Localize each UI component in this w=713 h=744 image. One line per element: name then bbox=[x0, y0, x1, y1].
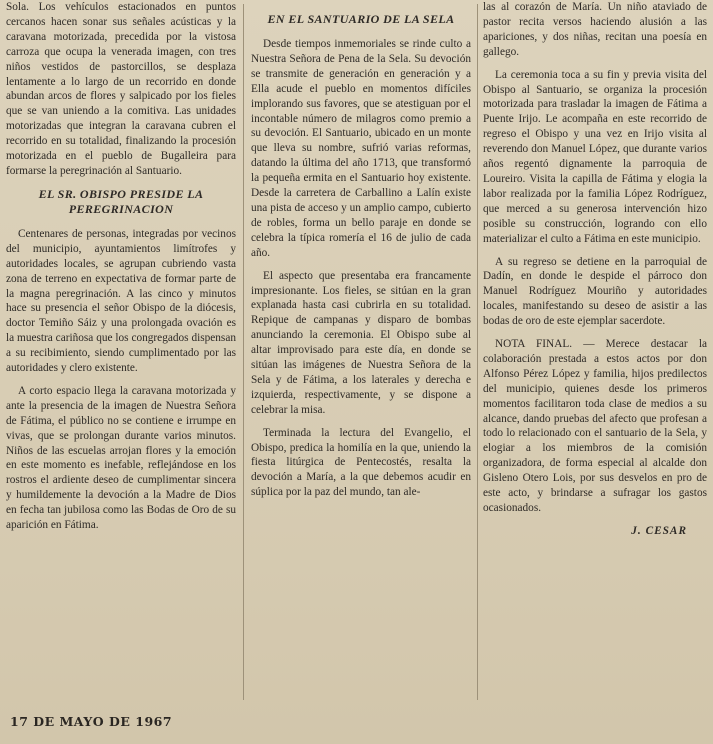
column-divider bbox=[243, 4, 244, 700]
author-signature: J. CESAR bbox=[631, 524, 687, 537]
paragraph: La ceremonia toca a su fin y previa visita del Obispo al Santuario, se organiza la procesión motorizada para trasladar la imagen de Fátima a Puente Irijo. Le acompaña en este recorrido de regreso el Obispo y una vez en Irijo visita al reverendo don Manuel López, que durante varios años regentó dignamente la parroquia de Loureiro. Visita la capilla de Fátima y elogia la labor realizada por la familia López Rodríguez, que merced a su generosa intervención hizo posible su construcción, logrando con ello materializar el culto a Fátima en este municipio. bbox=[483, 68, 707, 245]
section-heading: EN EL SANTUARIO DE LA SELA bbox=[267, 12, 455, 26]
paragraph: Terminada la lectura del Evangelio, el Obispo, predica la homilía en la que, uniendo la fiesta litúrgica de Pentecostés, resalta la devoción a María, a la que debemos acudir en súplica por la paz del mundo, tan ale- bbox=[251, 426, 471, 499]
paragraph: A corto espacio llega la caravana motorizada y ante la presencia de la imagen de Nuestra Señora de Fátima, el público no se contiene e irrumpe en vivas, que se prolongan durante varios minutos. Niños de las escuelas arrojan flores y la emoción en este momento es inefable, reflejándose en los rostros el ardiente deseo de cumplimentar sincera y humildemente la devoción a la Madre de Dios en fecha tan jubilosa como las Bodas de Oro de su aparición en Fátima. bbox=[6, 384, 236, 532]
paragraph: Desde tiempos inmemoriales se rinde culto a Nuestra Señora de Pena de la Sela. Su devoción se transmite de generación en generación y a Ella acude el pueblo en momentos difíciles implorando sus favores, que se atestiguan por el incontable número de milagros como premio a su devoción. El Santuario, ubicado en un monte que lleva su nombre, sufrió varias reformas, datando la última del año 1713, que transformó la pequeña ermita en el Santuario hoy existente. Desde la carretera de Carballino a Lalín existe una pista de acceso y un amplio campo, cubierto de robles, forma un bello paraje en donde se celebra la típica romería el 16 de julio de cada año. bbox=[251, 38, 471, 259]
issue-date: 17 DE MAYO DE 1967 bbox=[10, 714, 173, 729]
paragraph: Sola. Los vehículos estacionados en puntos cercanos hacen sonar sus señales acústicas y la caravana motorizada, precedida por la vistosa carroza que ocupa la venerada imagen, con tres niños vestidos de pastorcillos, se desplaza lentamente a lo largo de un recorrido en donde abundan arcos de flores y salpicado por los fieles que se van uniendo a la comitiva. Las unidades motorizadas que integran la caravana cubren el recorrido en su totalidad, finalizando la procesión motorizada en el pueblo de Bugalleira para formarse la peregrinación al Santuario. bbox=[6, 1, 236, 177]
section-heading: EL SR. OBISPO PRESIDE LA PEREGRINACION bbox=[38, 186, 204, 216]
paragraph: NOTA FINAL. — Merece destacar la colaboración prestada a estos actos por don Alfonso Pérez López y familia, hijos predilectos del municipio, quienes desde los primeros momentos facilitaron toda clase de medios a su alcance, dando pruebas del afecto que profesan a todo lo relacionado con el santuario de la Sela, y elogiar a los miembros de la comisión organizadora, de forma especial al alcalde don Gisleno Otero Lois, por sus desvelos en pro de este acto, y brindarse a sufragar los gastos ocasionados. bbox=[483, 338, 707, 514]
paragraph: A su regreso se detiene en la parroquial de Dadín, en donde le despide el párroco don Manuel Rodríguez Mouriño y autoridades locales, manifestando su deseo de asistir a las bodas de oro de este ejemplar sacerdote. bbox=[483, 255, 707, 328]
paragraph: las al corazón de María. Un niño ataviado de pastor recita versos haciendo alusión a las apariciones, y dos niñas, recitan una poesía en gallego. bbox=[483, 1, 707, 58]
paragraph: Centenares de personas, integradas por vecinos del municipio, ayuntamientos limítrofes y autoridades locales, se agrupan cubriendo vasta zona de terreno en expectativa de formar parte de la magna peregrinación. A las cinco y minutos hace su presencia el señor Obispo de la diócesis, doctor Temiño Sáiz y una prolongada ovación es la muestra cariñosa que los congregados dispensan a su recibimiento, siendo cumplimentado por las autoridades y clero existente. bbox=[6, 227, 236, 375]
column-middle bbox=[251, 0, 471, 508]
column-left bbox=[6, 0, 236, 541]
column-right bbox=[483, 0, 707, 539]
paragraph: El aspecto que presentaba era francamente impresionante. Los fieles, se sitúan en la gran explanada hasta casi cubrirla en su totalidad. Repique de campanas y disparo de bombas anunciando la ceremonia. El Obispo sube al altar improvisado para este día, en donde se sitúan las imágenes de Nuestra Señora de la Sela y de Fátima, a los laterales y derecha e izquierda, respectivamente, y se dispone a celebrar la misa. bbox=[251, 269, 471, 416]
column-divider bbox=[477, 4, 478, 700]
